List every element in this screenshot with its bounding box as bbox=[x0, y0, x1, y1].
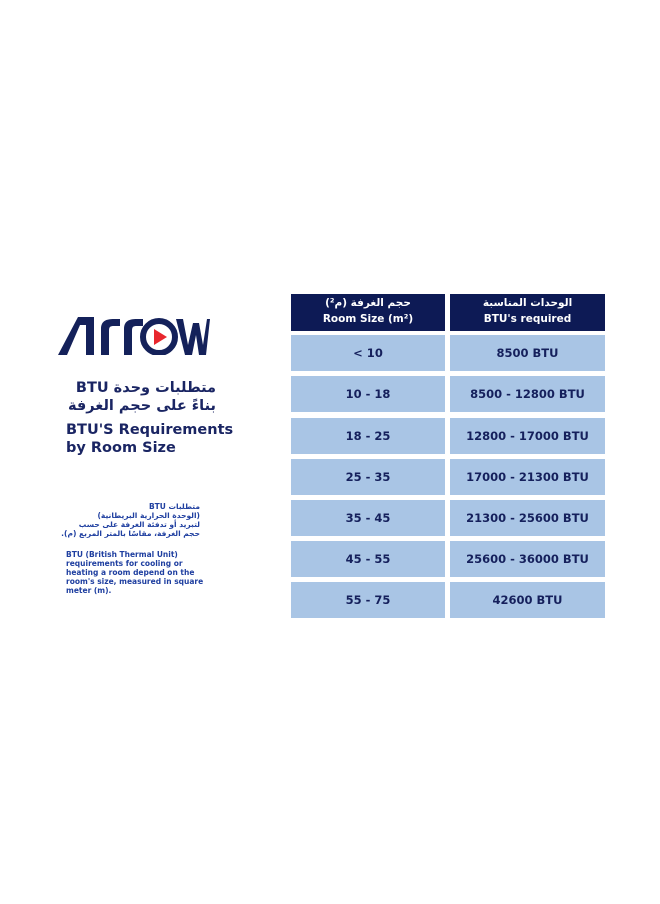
row-btu: 8500 BTU bbox=[450, 335, 605, 371]
description-arabic-line: متطلبات BTU bbox=[148, 502, 200, 511]
play-icon bbox=[143, 321, 175, 353]
description-english-line: requirements for cooling or bbox=[66, 559, 183, 568]
title-english-line1: BTU'S Requirements bbox=[66, 422, 234, 438]
row-btu: 21300 - 25600 BTU bbox=[450, 500, 605, 536]
title-arabic-line1: متطلبات وحدة BTU bbox=[75, 380, 216, 396]
arrow-logo bbox=[58, 309, 210, 355]
row-room-size: 45 - 55 bbox=[291, 541, 445, 577]
title-english-line2: by Room Size bbox=[66, 440, 176, 456]
row-btu: 17000 - 21300 BTU bbox=[450, 459, 605, 495]
description-arabic-line: لتبريد أو تدفئة الغرفة على حسب bbox=[78, 520, 200, 529]
row-btu: 8500 - 12800 BTU bbox=[450, 376, 605, 412]
header-room-size-arabic: حجم الغرفة (م²) bbox=[325, 297, 411, 309]
description-arabic-line: (الوحدة الحرارية البريطانية) bbox=[97, 511, 200, 520]
row-room-size: 35 - 45 bbox=[291, 500, 445, 536]
row-btu: 12800 - 17000 BTU bbox=[450, 418, 605, 454]
title-arabic-line2: بناءً على حجم الغرفة bbox=[67, 398, 216, 414]
description-arabic-line: حجم الغرفة، مقاسًا بالمتر المربع (م). bbox=[61, 529, 200, 538]
description-english-line: room's size, measured in square bbox=[66, 577, 204, 586]
header-btu-english: BTU's required bbox=[483, 313, 572, 325]
row-room-size: 55 - 75 bbox=[291, 582, 445, 618]
description-english-line: BTU (British Thermal Unit) bbox=[66, 550, 178, 559]
header-btu-required bbox=[450, 294, 605, 331]
header-room-size-english: Room Size (m²) bbox=[322, 313, 414, 325]
row-room-size: 25 - 35 bbox=[291, 459, 445, 495]
description-english-line: heating a room depend on the bbox=[66, 568, 195, 577]
header-room-size bbox=[291, 294, 445, 331]
description-english-line: meter (m). bbox=[66, 586, 112, 595]
row-btu: 42600 BTU bbox=[450, 582, 605, 618]
row-room-size: 18 - 25 bbox=[291, 418, 445, 454]
row-room-size: 10 - 18 bbox=[291, 376, 445, 412]
row-room-size: < 10 bbox=[291, 335, 445, 371]
header-btu-arabic: الوحدات المناسبة bbox=[482, 297, 573, 309]
row-btu: 25600 - 36000 BTU bbox=[450, 541, 605, 577]
